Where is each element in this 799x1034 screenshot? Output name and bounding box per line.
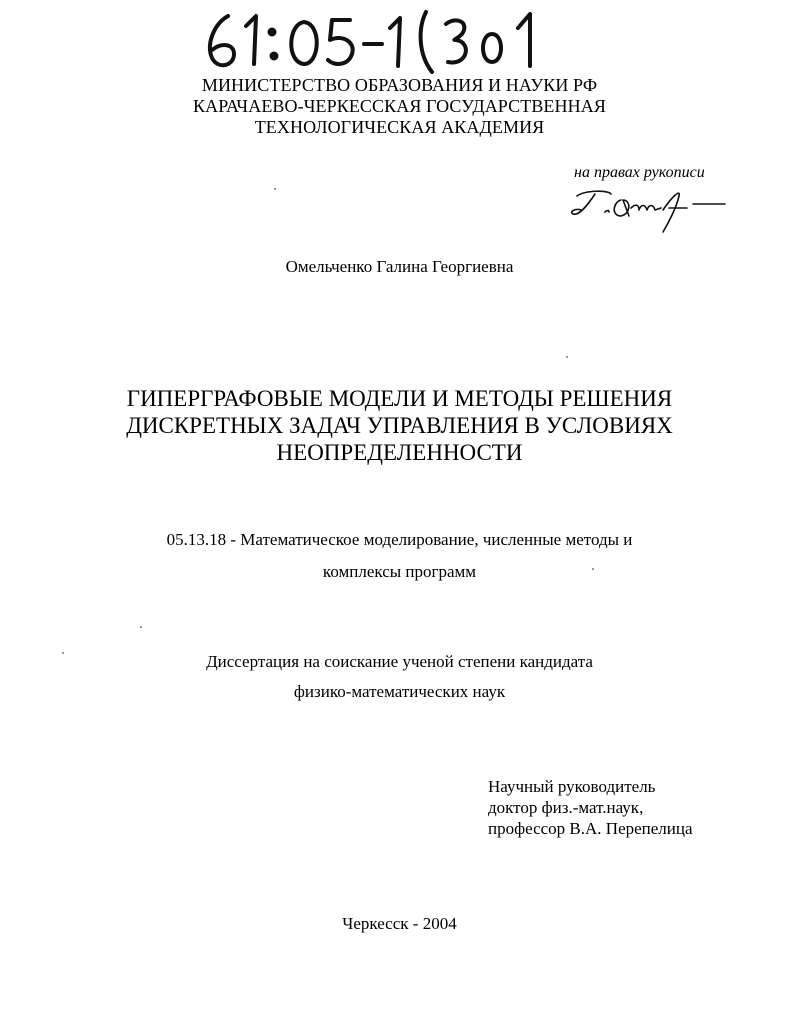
scan-speck xyxy=(274,188,276,190)
scan-speck xyxy=(62,652,64,654)
supervisor-block xyxy=(488,776,693,839)
title-line-2: ДИСКРЕТНЫХ ЗАДАЧ УПРАВЛЕНИЯ В УСЛОВИЯХ xyxy=(126,413,673,438)
institution-line-1: МИНИСТЕРСТВО ОБРАЗОВАНИЯ И НАУКИ РФ xyxy=(201,75,598,95)
handwritten-archive-number xyxy=(200,6,550,76)
dissertation-title xyxy=(0,385,799,466)
scan-speck xyxy=(592,568,594,570)
degree-line-1: Диссертация на соискание ученой степени кандидата xyxy=(206,652,593,671)
signature xyxy=(565,186,735,236)
title-line-1: ГИПЕРГРАФОВЫЕ МОДЕЛИ И МЕТОДЫ РЕШЕНИЯ xyxy=(126,386,673,411)
specialty-line-1: 05.13.18 - Математическое моделирование, численные методы и xyxy=(166,530,633,549)
institution-line-3: ТЕХНОЛОГИЧЕСКАЯ АКАДЕМИЯ xyxy=(254,117,545,137)
rights-note: на правах рукописи xyxy=(574,164,705,181)
degree-line-2: физико-математических наук xyxy=(293,682,506,701)
institution-line-2: КАРАЧАЕВО-ЧЕРКЕССКАЯ ГОСУДАРСТВЕННАЯ xyxy=(193,96,606,116)
specialty-line-2: комплексы программ xyxy=(322,562,477,581)
city-year: Черкесск - 2004 xyxy=(342,914,457,933)
author-name: Омельченко Галина Георгиевна xyxy=(285,257,514,276)
scan-speck xyxy=(566,356,568,358)
scan-speck xyxy=(140,626,142,628)
supervisor-name: профессор В.А. Перепелица xyxy=(488,819,693,838)
supervisor-degree: доктор физ.-мат.наук, xyxy=(488,798,644,817)
institution-header xyxy=(0,75,799,138)
supervisor-role: Научный руководитель xyxy=(488,777,656,796)
title-line-3: НЕОПРЕДЕЛЕННОСТИ xyxy=(276,440,523,465)
